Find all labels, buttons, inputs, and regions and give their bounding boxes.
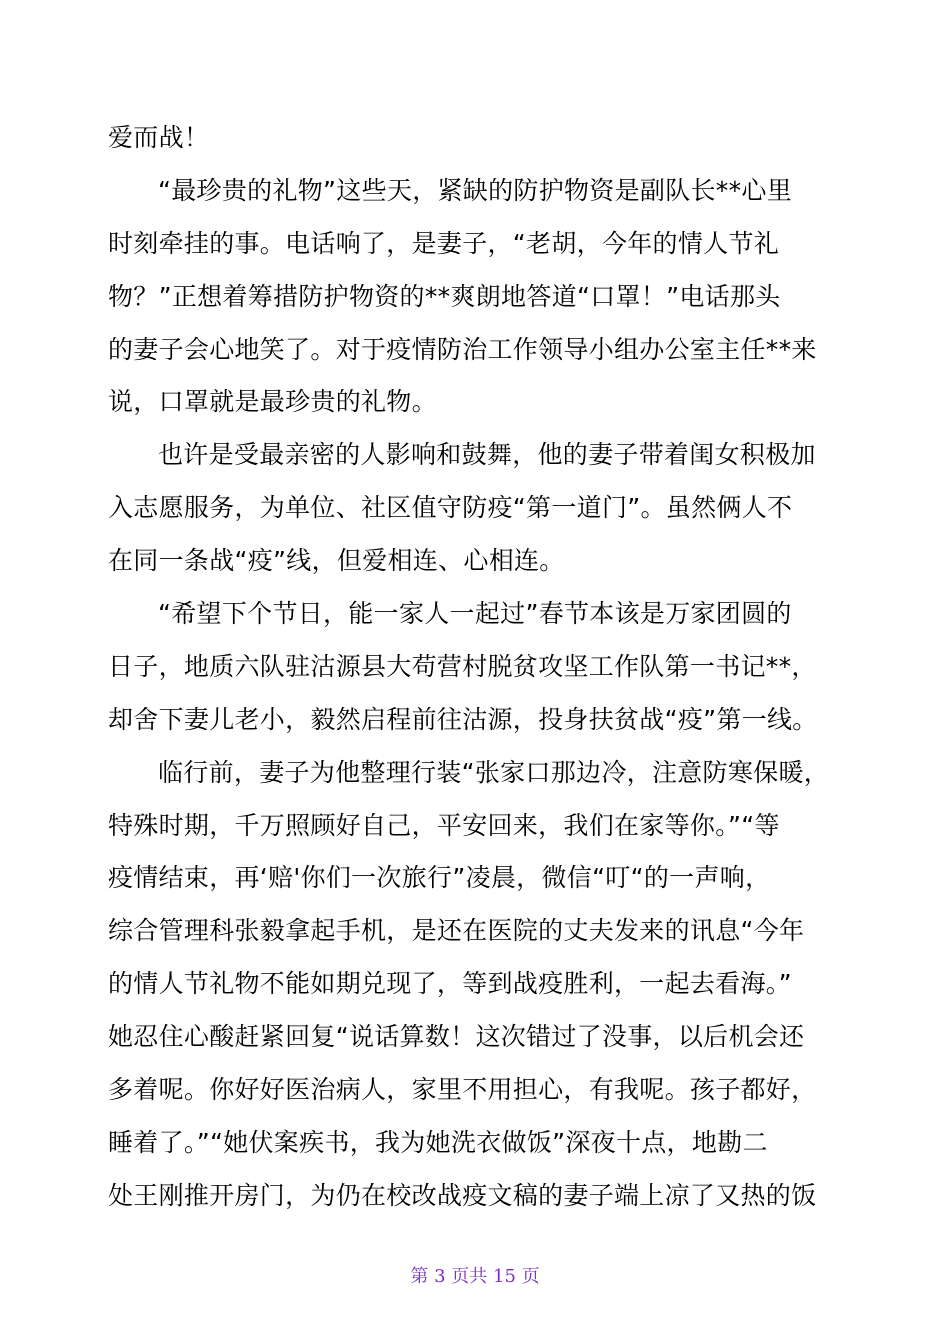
text-line: 疫情结束，再‘赔'你们一次旅行”凌晨，微信“叮“的一声响，: [108, 863, 771, 893]
text-line: 综合管理科张毅拿起手机，是还在医院的丈夫发来的讯息“今年: [108, 916, 805, 946]
text-line: 说，口罩就是最珍贵的礼物。: [108, 387, 437, 417]
text-line: 临行前，妻子为他整理行装“张家口那边冷，注意防寒保暖，: [158, 757, 830, 787]
text-line: 的妻子会心地笑了。对于疫情防治工作领导小组办公室主任**来: [108, 334, 817, 364]
text-line: 时刻牵挂的事。电话响了，是妻子，“老胡，今年的情人节礼: [108, 228, 780, 258]
text-line: 入志愿服务，为单位、社区值守防疫“第一道门”。虽然俩人不: [108, 493, 793, 523]
page-number-footer: 第 3 页共 15 页: [410, 1266, 540, 1287]
text-line: 处王刚推开房门，为仍在校改战疫文稿的妻子端上凉了又热的饭: [108, 1180, 817, 1210]
text-line: 爱而战！: [108, 123, 210, 152]
text-line: 日子，地质六队驻沽源县大苟营村脱贫攻坚工作队第一书记**，: [108, 651, 817, 681]
text-line: 的情人节礼物不能如期兑现了，等到战疫胜利，一起去看海。”: [108, 969, 792, 999]
text-line: 物？”正想着筹措防护物资的**爽朗地答道“口罩！”电话那头: [108, 281, 781, 311]
text-line: “最珍贵的礼物”这些天，紧缺的防护物资是副队长**心里: [158, 175, 793, 205]
text-line: “希望下个节日，能一家人一起过”春节本该是万家团圆的: [158, 599, 792, 629]
body-text: [108, 112, 838, 1223]
text-line: 她忍住心酸赶紧回复“说话算数！这次错过了没事，以后机会还: [108, 1022, 805, 1052]
text-line: 也许是受最亲密的人影响和鼓舞，他的妻子带着闺女积极加: [158, 440, 816, 470]
text-line: 睡着了。”“她伏案疾书，我为她洗衣做饭”深夜十点，地勘二: [108, 1127, 768, 1157]
text-line: 在同一条战“疫”线，但爱相连、心相连。: [108, 546, 565, 576]
text-line: 多着呢。你好好医治病人，家里不用担心，有我呢。孩子都好，: [108, 1075, 817, 1105]
text-line: 却舍下妻儿老小，毅然启程前往沽源，投身扶贫战“疫”第一线。: [108, 704, 818, 734]
text-line: 特殊时期，千万照顾好自己，平安回来，我们在家等你。”“等: [108, 810, 780, 840]
